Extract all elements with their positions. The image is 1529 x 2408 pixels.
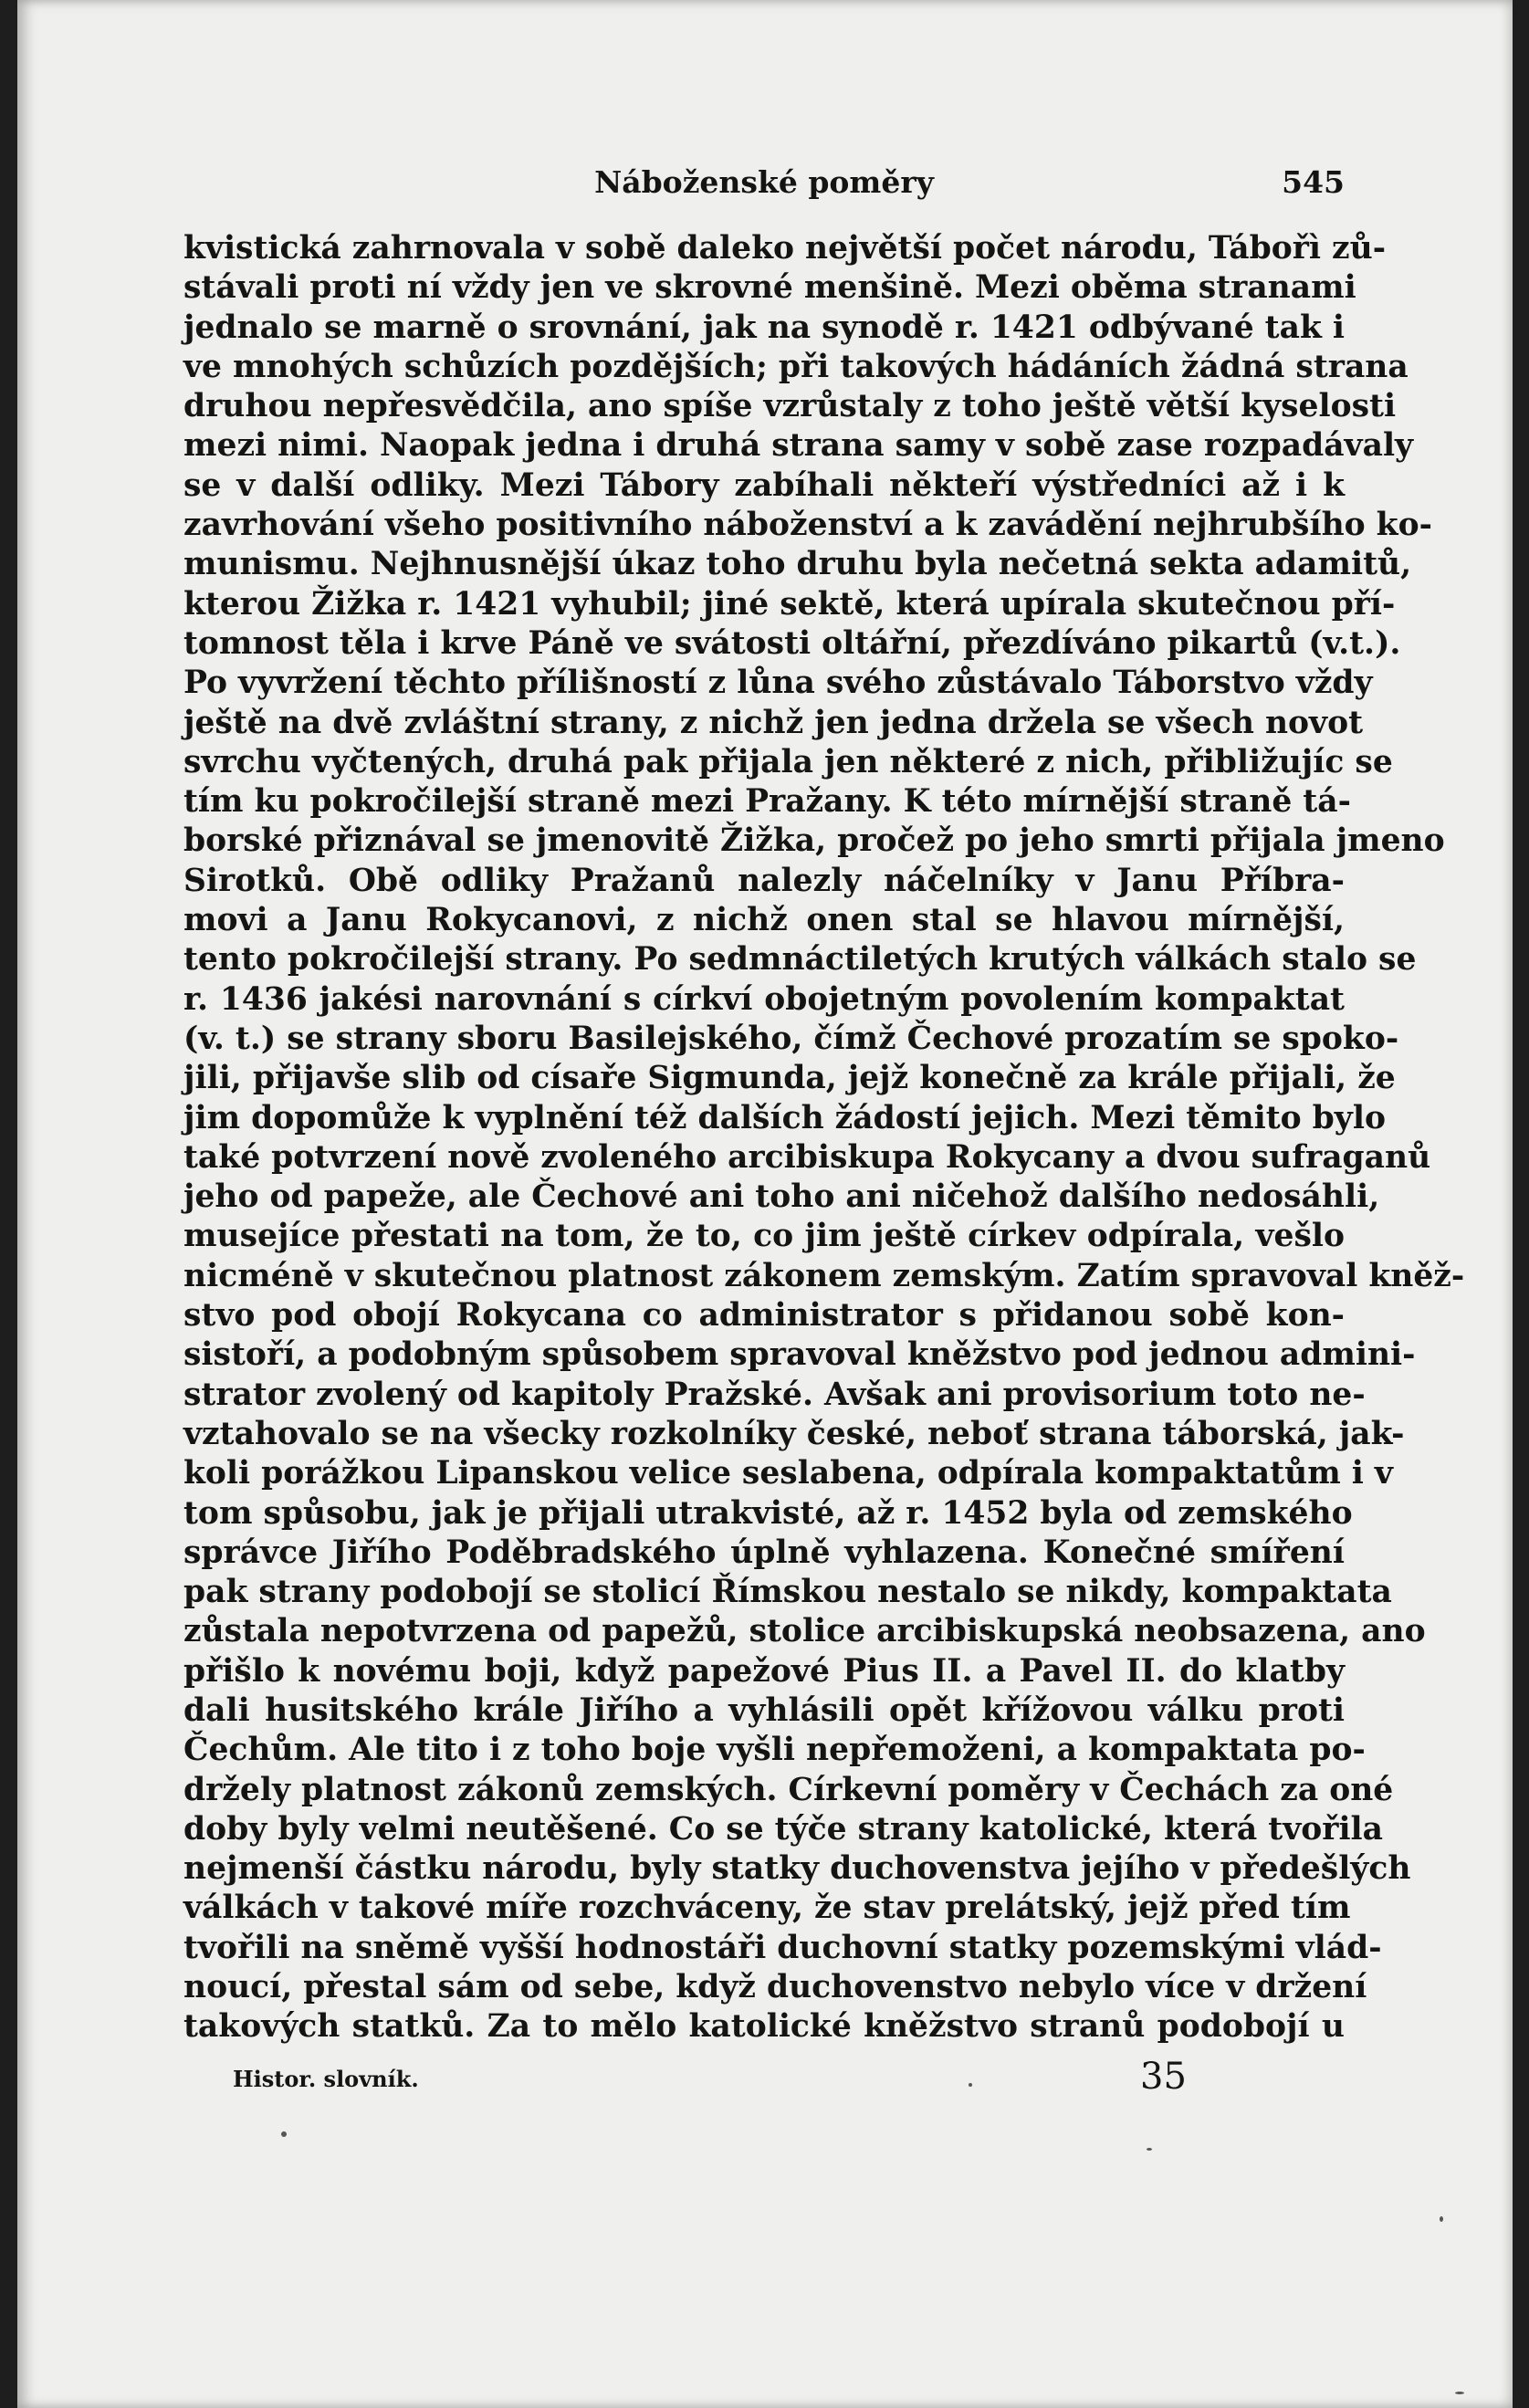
ink-speck	[1440, 2216, 1443, 2222]
text-line: nicméně v skutečnou platnost zákonem zemským. Zatím spravoval kněž-	[183, 1257, 1465, 1294]
text-line: jim dopomůže k vyplnění též dalších žádostí jejich. Mezi těmito bylo	[183, 1099, 1386, 1136]
text-line: zůstala nepotvrzena od papežů, stolice arcibiskupská neobsazena, ano	[183, 1613, 1426, 1650]
text-line: koli porážkou Lipanskou velice seslabena, odpírala kompaktatům i v	[183, 1455, 1393, 1492]
text-line: držely platnost zákonů zemských. Církevní poměry v Čechách za oné	[183, 1771, 1394, 1808]
text-line: tvořili na sněmě vyšší hodnostáři duchovní statky pozemskými vlád-	[183, 1929, 1382, 1966]
text-line: tom spůsobu, jak je přijali utrakvisté, až r. 1452 byla od zemského	[183, 1494, 1353, 1532]
text-line: vztahovalo se na všecky rozkolníky české, neboť strana táborská, jak-	[183, 1415, 1405, 1452]
text-line: noucí, přestal sám od sebe, když duchovenstvo nebylo více v držení	[183, 1969, 1367, 2006]
text-line: munismu. Nejhnusnější úkaz toho druhu byla nečetná sekta adamitů,	[183, 546, 1412, 583]
ink-speck	[1455, 2392, 1464, 2394]
text-line: ve mnohých schůzích pozdějších; při takových hádáních žádná strana	[183, 348, 1409, 385]
signature-mark: Histor. slovník.	[233, 2066, 419, 2092]
text-line: svrchu vyčtených, druhá pak přijala jen některé z nich, přibližujíc se	[183, 743, 1393, 780]
text-line: se v další odliky. Mezi Tábory zabíhali někteří výstředníci až i k	[183, 466, 1345, 504]
text-line: také potvrzení nově zvoleného arcibiskupa Rokycany a dvou sufraganů	[183, 1138, 1431, 1176]
ink-speck	[969, 2083, 972, 2087]
text-line: tento pokročilejší strany. Po sedmnáctiletých krutých válkách stalo se	[183, 941, 1417, 979]
text-line: tomnost těla i krve Páně ve svátosti oltářní, přezdíváno pikartů (v.t.).	[183, 624, 1401, 662]
text-line: takových statků. Za to mělo katolické kněžstvo stranů podobojí u	[183, 2008, 1345, 2046]
text-line: kvistická zahrnovala v sobě daleko největší počet národu, Tábořì zů-	[183, 230, 1387, 267]
page-number: 545	[1282, 164, 1345, 200]
text-line: strator zvolený od kapitoly Pražské. Avšak ani provisorium toto ne-	[183, 1376, 1366, 1413]
text-line: musejíce přestati na tom, že to, co jim ještě církev odpírala, vešlo	[183, 1218, 1345, 1255]
text-line: Sirotků. Obě odliky Pražanů nalezly náčelníky v Janu Příbra-	[183, 862, 1345, 899]
text-line: borské přiznával se jmenovitě Žižka, pročež po jeho smrti přijala jmeno	[183, 822, 1445, 860]
text-line: r. 1436 jakési narovnání s církví obojetným povolením kompaktat	[183, 980, 1345, 1018]
text-line: jeho od papeže, ale Čechové ani toho ani ničehož dalšího nedosáhli,	[183, 1178, 1380, 1216]
running-header	[183, 161, 1345, 204]
text-line: jednalo se marně o srovnání, jak na synodě r. 1421 odbývané tak i	[183, 309, 1345, 346]
text-line: (v. t.) se strany sboru Basilejského, čímž Čechové prozatím se spoko-	[183, 1020, 1399, 1057]
text-line: ještě na dvě zvláštní strany, z nichž jen jedna držela se všech novot	[183, 704, 1364, 741]
ink-speck	[1147, 2148, 1152, 2151]
text-line: zavrhování všeho positivního náboženství a k zavádění nejhrubšího ko-	[183, 507, 1432, 544]
text-line: tím ku pokročilejší straně mezi Pražany. K této mírnější straně tá-	[183, 783, 1351, 821]
text-line: nejmenší částku národu, byly statky duchovenstva jejího v předešlých	[183, 1850, 1411, 1888]
text-line: movi a Janu Rokycanovi, z nichž onen stal se hlavou mírnější,	[183, 902, 1345, 939]
text-line: jili, přijavše slib od císaře Sigmunda, jejž konečně za krále přijali, že	[183, 1060, 1396, 1097]
text-line: mezi nimi. Naopak jedna i druhá strana samy v sobě zase rozpadávaly	[183, 427, 1414, 465]
text-line: správce Jiřího Poděbradského úplně vyhlazena. Konečné smíření	[183, 1534, 1345, 1571]
text-line: Po vyvržení těchto přílišností z lůna svého zůstávalo Táborstvo vždy	[183, 665, 1373, 702]
signature-number: 35	[1140, 2056, 1187, 2098]
ink-speck	[281, 2131, 287, 2137]
text-line: Čechům. Ale tito i z toho boje vyšli nepřemoženi, a kompaktata po-	[183, 1732, 1366, 1769]
text-line: pak strany podobojí se stolicí Římskou nestalo se nikdy, kompaktata	[183, 1574, 1392, 1611]
text-line: doby byly velmi neutěšené. Co se týče strany katolické, která tvořila	[183, 1810, 1384, 1848]
running-title: Náboženské poměry	[594, 164, 934, 200]
text-line: sistoří, a podobným spůsobem spravoval kněžstvo pod jednou admini-	[183, 1336, 1416, 1374]
text-line: dali husitského krále Jiřího a vyhlásili opět křížovou válku proti	[183, 1691, 1345, 1729]
body-text	[183, 229, 1465, 2047]
book-page	[17, 0, 1513, 2408]
text-line: kterou Žižka r. 1421 vyhubil; jiné sektě, která upírala skutečnou pří-	[183, 585, 1396, 623]
text-line: válkách v takové míře rozchváceny, že stav prelátský, jejž před tím	[183, 1890, 1351, 1927]
text-line: stvo pod obojí Rokycana co administrator s přidanou sobě kon-	[183, 1297, 1345, 1335]
text-line: přišlo k novému boji, když papežové Pius II. a Pavel II. do klatby	[183, 1652, 1345, 1690]
text-line: druhou nepřesvědčila, ano spíše vzrůstaly z toho ještě větší kyselosti	[183, 388, 1397, 425]
text-line: stávali proti ní vždy jen ve skrovné menšině. Mezi oběma stranami	[183, 269, 1356, 307]
